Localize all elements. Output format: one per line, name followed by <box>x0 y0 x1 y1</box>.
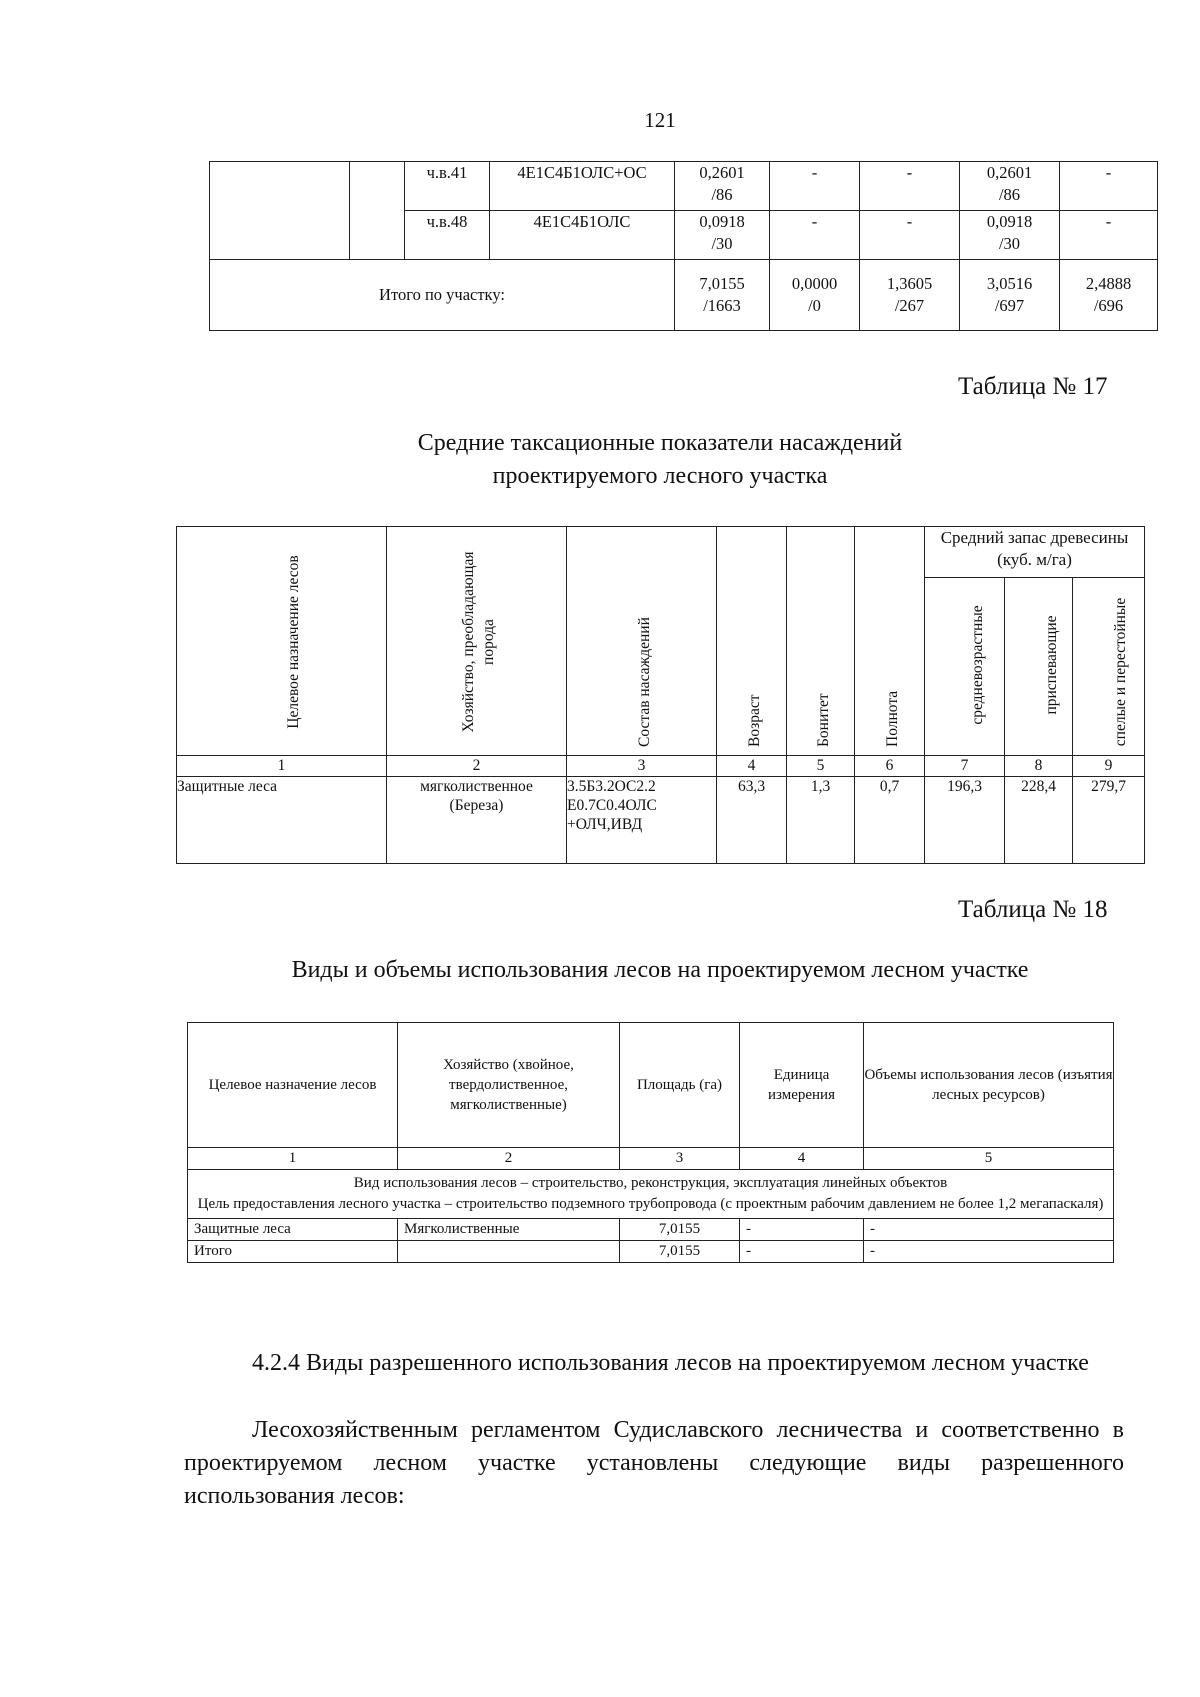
header-purpose: Целевое назначение лесов <box>188 1023 398 1148</box>
header-stock-mature: спелые и перестойные <box>1111 597 1129 747</box>
quarter-cell: ч.в.41 <box>405 162 490 211</box>
header-composition: Состав насаждений <box>635 617 653 747</box>
forest-use-table <box>187 1022 1114 1263</box>
header-farm: Хозяйство, преобладающая порода <box>459 551 497 733</box>
use-purpose-row: Вид использования лесов – строительство, реконструкция, эксплуатация линейных объектов Цель предоставления лесного участка – строительство подземного трубопровода (с проектным рабочим давлением не более 1,2 мегапаскаля) <box>188 1170 1114 1219</box>
table-17-title: Средние таксационные показатели насаждений проектируемого лесного участка <box>417 430 903 489</box>
table-header-row <box>177 527 1145 578</box>
header-density: Полнота <box>883 690 901 747</box>
table-17-number: Таблица № 17 <box>958 373 1108 400</box>
header-volume: Объемы использования лесов (изъятия лесных ресурсов) <box>864 1023 1114 1148</box>
body-paragraph: Лесохозяйственным регламентом Судиславского лесничества и соответственно в проектируемом лесном участке установлены следующие виды разрешенного использования лесов: <box>184 1417 1124 1509</box>
header-stock: Средний запас древесины (куб. м/га) <box>925 527 1145 578</box>
page-number: 121 <box>644 108 676 132</box>
table-row: Защитные леса мягколиственное (Береза) 3.5Б3.2ОС2.2 Е0.7С0.4ОЛС +ОЛЧ,ИВД 63,3 1,3 0,7 196,3 228,4 279,7 <box>177 777 1145 864</box>
table-row: ч.в.48 4Е1С4Б1ОЛС 0,0918 /30 - - 0,0918 /30 - <box>210 211 1158 260</box>
section-heading: 4.2.4 Виды разрешенного использования лесов на проектируемом лесном участке <box>252 1350 1089 1376</box>
header-bonitet: Бонитет <box>814 693 832 747</box>
table-row: Итого 7,0155 - - <box>188 1241 1114 1263</box>
table-row: ч.в.41 4Е1С4Б1ОЛС+ОС 0,2601 /86 - - 0,2601 /86 - <box>210 162 1158 211</box>
table-18-number: Таблица № 18 <box>958 896 1108 923</box>
header-age: Возраст <box>745 694 763 747</box>
column-number-row: 1 2 3 4 5 <box>188 1148 1114 1170</box>
composition-cell: 4Е1С4Б1ОЛС <box>490 211 675 260</box>
header-purpose: Целевое назначение лесов <box>284 555 302 729</box>
quarter-cell: ч.в.48 <box>405 211 490 260</box>
header-stock-approach: приспевающие <box>1042 615 1060 715</box>
taxation-table <box>176 526 1145 864</box>
header-farm: Хозяйство (хвойное, твердолиственное, мягколиственные) <box>398 1023 620 1148</box>
allotment-table <box>209 161 1158 331</box>
column-number-row: 1 2 3 4 5 6 7 8 9 <box>177 756 1145 777</box>
header-unit: Единица измерения <box>740 1023 864 1148</box>
table-row: Защитные леса Мягколиственные 7,0155 - - <box>188 1219 1114 1241</box>
table-header-row <box>188 1023 1114 1148</box>
header-stock-mid: средневозрастные <box>968 605 986 725</box>
total-label: Итого по участку: <box>210 260 675 331</box>
composition-cell: 4Е1С4Б1ОЛС+ОС <box>490 162 675 211</box>
total-row: Итого по участку: 7,0155 /1663 0,0000 /0 1,3605 /267 3,0516 /697 2,4888 /696 <box>210 260 1158 331</box>
header-area: Площадь (га) <box>620 1023 740 1148</box>
table-18-title: Виды и объемы использования лесов на проектируемом лесном участке <box>291 957 1029 983</box>
